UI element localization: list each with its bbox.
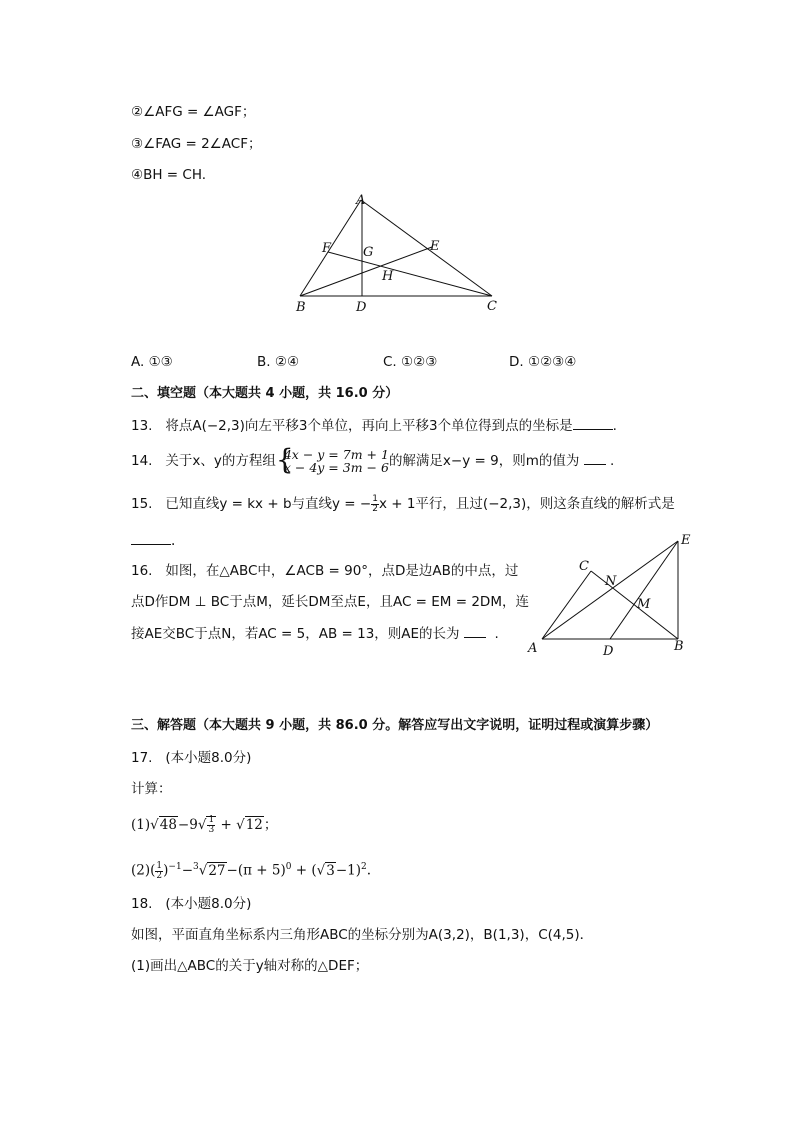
q17-p1-fraction [207,816,215,835]
q15-end: . [171,533,176,549]
q15-answer-line [131,530,175,551]
q15-number: 15. [131,496,153,512]
label-B: B [296,300,306,315]
q17-p1-coef: −9 [177,817,198,833]
q17-p2-root-3: 3 [326,862,335,879]
label-N: N [605,574,617,589]
q14-equation-system: { 4x − y = 7m + 1 x − 4y = 3m − 6 [275,443,389,476]
question-18-header [131,894,251,914]
q17-number: 17. [131,750,153,766]
triangle-figure-1 [290,190,510,320]
q14-eq2: x − 4y = 3m − 6 [283,460,389,475]
statement-2: ②∠AFG = ∠AGF； [131,104,256,120]
q17-p1-frac-den: 3 [208,825,215,835]
q17-p2-minus: − [181,862,193,879]
q15-frac-num: 1 [372,493,378,504]
q18-text: 如图，平面直角坐标系内三角形ABC的坐标分别为A(3,2)，B(1,3)，C(4,5)． [131,927,594,943]
label-F: F [322,241,332,256]
q17-p2-exp-neg1: −1 [168,862,182,872]
q16-line1: 如图，在△ABC中，∠ACB = 90°，点D是边AB的中点，过 [165,563,519,579]
q17-p2-frac-den: 2 [156,870,163,881]
q17-p1-plus: + [216,817,237,833]
q18-score: (本小题8.0分) [165,896,252,912]
q17-p1-end: ； [263,817,278,833]
q15-frac-den: 2 [372,503,378,514]
q17-prompt: 计算： [131,781,172,797]
q16-number: 16. [131,563,153,579]
q14-number: 14. [131,453,153,469]
question-14 [131,443,615,476]
q18-number: 18. [131,896,153,912]
segment-ac [361,200,492,296]
q14-eq1: 4x − y = 7m + 1 [283,447,389,462]
q14-post: 的解满足x−y = 9，则m的值为 [388,453,580,469]
question-15 [131,490,675,518]
q14-end: . [609,453,615,469]
q13-answer-blank[interactable] [573,415,613,430]
label-H: H [382,269,394,284]
q17-p1-root-12: 12 [245,817,263,833]
q17-part-2: (2)( $\frac{1}{2}$ )$^{-1}-^3√27-(\pi + 5)^0 + (√3-1)^2$. [131,860,372,881]
q17-p2-exp-0: 0 [285,862,292,872]
q17-p2-plus: + ( [291,862,317,879]
q16-line2: 点D作DM ⊥ BC于点M，延长DM至点E，且AC = EM = 2DM，连 [131,594,529,610]
q17-p1-label: (1) [131,817,151,833]
q17-score: (本小题8.0分) [165,750,252,766]
q14-pre: 关于x、y的方程组 [165,453,276,469]
q17-p2-exp-2: 2 [361,862,367,872]
q17-p2-root-27: 27 [208,862,226,879]
q17-p2-close: ) [163,862,169,879]
statement-3: ③∠FAG = 2∠ACF； [131,136,262,152]
segment-cf [328,252,492,296]
q17-p1-frac-num: 1 [208,815,215,825]
q16-end: . [494,626,499,642]
q17-p2-end: . [366,862,372,879]
label-C: C [579,559,589,574]
q15-fraction [371,495,379,514]
q17-p1-root-48: 48 [159,817,177,833]
q16-answer-blank[interactable] [464,623,486,638]
label-M: M [637,597,651,612]
option-b: B. ②④ [257,354,300,370]
q17-p2-minus-one: −1) [335,862,362,879]
question-17-header [131,748,251,768]
segment-ac [542,571,591,639]
q13-end: . [612,418,617,434]
label-A: A [356,193,366,208]
segment-de [610,541,678,639]
q17-p2-label: (2)( [131,862,156,879]
option-a: A. ①③ [131,354,173,370]
triangle-figure-2 [524,533,709,658]
label-A: A [528,641,538,656]
q17-p2-root-index: 3 [193,862,199,872]
label-C: C [487,299,497,314]
label-G: G [363,245,374,260]
q15-post: x + 1平行，且过(−2,3)，则这条直线的解析式是 [378,496,675,512]
section-3-heading: 三、解答题（本大题共 9 小题，共 86.0 分。解答应写出文字说明，证明过程或演算步骤） [131,718,659,733]
q17-p2-pi-term: −(π + 5) [226,862,286,879]
q17-p2-frac-num: 1 [156,860,163,871]
q18-part-1: (1)画出△ABC的关于y轴对称的△DEF； [131,958,369,974]
q16-line3: 接AE交BC于点N，若AC = 5，AB = 13，则AE的长为 [131,626,460,642]
option-d: D. ①②③④ [509,354,577,370]
option-c: C. ①②③ [383,354,438,370]
q17-p2-fraction [155,862,163,881]
label-E: E [430,239,440,254]
q15-answer-blank[interactable] [131,530,171,545]
q14-answer-blank[interactable] [584,450,606,465]
label-B: B [674,639,684,654]
q15-pre: 已知直线y = kx + b与直线y = − [165,496,372,512]
section-2-heading: 二、填空题（本大题共 4 小题，共 16.0 分） [131,386,399,401]
segment-ae [542,541,678,639]
q17-part-1: (1)√48−9√ $\frac{1}{3}$ + √12； [131,815,278,835]
q13-text: 将点A(−2,3)向左平移3个单位，再向上平移3个单位得到点的坐标是 [165,418,573,434]
question-16-line-3 [131,623,499,644]
question-16-line-1 [131,561,518,581]
q13-number: 13. [131,418,153,434]
label-E: E [681,533,691,548]
label-D: D [603,644,614,658]
statement-4: ④BH = CH. [131,167,207,183]
question-13 [131,415,617,436]
label-D: D [356,300,367,315]
